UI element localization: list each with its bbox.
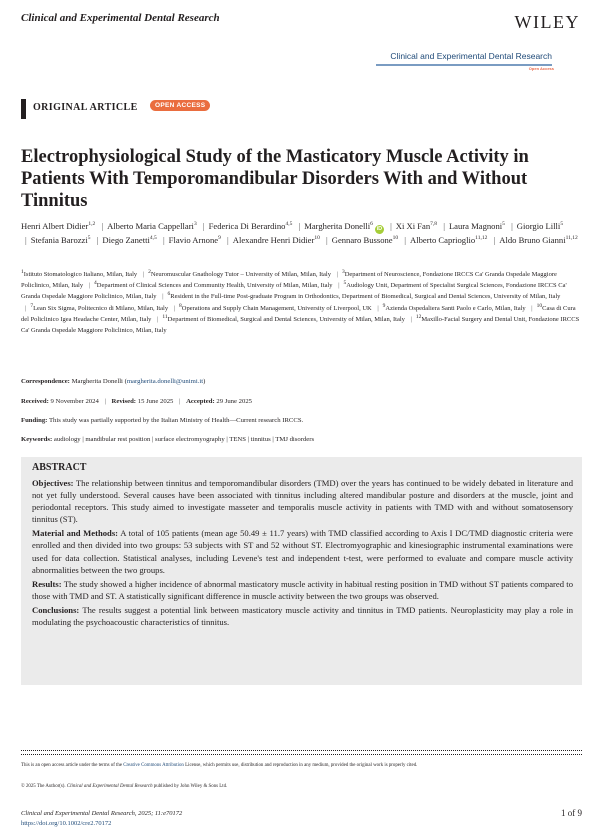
keyword: mandibular rest position [85,436,151,443]
keywords [21,436,581,443]
accepted-date: 29 June 2025 [216,398,253,405]
abstract-heading: ABSTRACT [32,462,87,473]
abstract-section-label: Conclusions: [32,604,80,615]
author-affiliation-marker: 5 [560,221,564,228]
author-name: Margherita Donelli [304,221,371,231]
keyword-list [54,436,314,443]
page-number: 1 of 9 [561,808,582,818]
author [517,221,563,231]
keyword: TENS [229,436,246,443]
author-separator: | [227,235,229,245]
author-affiliation-marker: 7,8 [430,221,438,228]
keyword: TMJ disorders [275,436,315,443]
author-affiliation-marker: 5 [502,221,505,228]
article-title: Electrophysiological Study of the Masticatory Muscle Activity in Patients With Temporomandibular Disorders With and Without Tinnitus [21,147,529,211]
affiliation-text: Department of Neuroscience, Fondazione IRCCS Ca' Granda Ospedale Maggiore Policlinico, Milan, Italy [21,271,557,290]
author-name: Gennaro Bussone [331,235,393,245]
author-name: Alberto Maria Cappellari [107,221,194,231]
affiliation [94,282,333,289]
author-name: Giorgio Lilli [516,221,561,231]
keyword: surface electromyography [155,436,225,443]
author-separator: | [298,221,301,231]
author-separator: | [202,221,205,231]
affiliation-number: 7 [30,302,34,309]
affiliation-number: 11 [162,313,168,320]
affiliation [162,313,405,323]
footer-divider-top [21,750,582,751]
author-separator: | [25,235,27,245]
copyright-journal: Clinical and Experimental Dental Research [66,784,153,789]
abstract-section [32,527,573,575]
affiliation-number: 1 [21,268,24,275]
affiliation [382,302,526,312]
author [332,235,398,245]
received-date: 9 November 2024 [50,398,99,405]
affiliation-number: 10 [536,302,543,309]
license-post: License, which permits use, distribution and reproduction in any medium, provided the original work is properly cited. [185,763,418,768]
copyright [21,784,227,789]
correspondence-email-link[interactable]: margherita.donelli@unimi.it [126,378,204,385]
abstract-section-text: The results suggest a potential link between masticatory muscle activity and tinnitus in TMD patients. Neuroplasticity may play a role in modulating the psychoacoustic characteristics of tinnitus. [32,604,574,628]
author-affiliation-marker: 11,12 [565,235,578,242]
affiliation-separator: | [157,315,159,323]
keyword-separator: | [150,436,156,443]
funding-text: This study was partially supported by the Italian Ministry of Health—Current research IRCCS. [48,417,304,424]
doi-link[interactable]: https://doi.org/10.1002/cre2.70172 [21,820,112,827]
article-type: ORIGINAL ARTICLE [33,102,138,113]
abstract-section [32,477,573,525]
abstract-section-label: Results: [32,578,62,589]
affiliation-text: Azienda Ospedaliera Santi Paolo e Carlo, Milan, Italy [385,304,526,312]
keyword-separator: | [224,436,230,443]
affiliation [21,268,138,278]
affiliation-text: Neuromuscular Gnathology Tutor – University of Milan, Milan, Italy [150,271,331,278]
author [31,235,91,245]
affiliation-text: Maxillo-Facial Surgery and Dental Unit, Fondazione IRCCS Ca' Granda Ospedale Maggiore Policlinico, Milan, Italy [21,315,580,335]
author-name: Xi Xi Fan [395,221,431,231]
affiliation-separator: | [173,304,176,312]
affiliation-separator: | [162,293,164,301]
keyword: audiology [53,436,81,443]
author-name: Laura Magnoni [448,221,503,231]
affiliation-separator: | [410,315,412,323]
author [304,221,384,231]
correspondence: Correspondence: Margherita Donelli (margherita.donelli@unimi.it) [21,378,206,385]
abstract-section-label: Material and Methods: [32,528,119,539]
author-affiliation-marker: 9 [218,235,221,242]
keyword-separator: | [245,436,251,443]
author-separator: | [162,235,165,245]
affiliation-separator: | [88,282,91,290]
affiliation-separator: | [142,271,145,278]
abstract-section-text: A total of 105 patients (mean age 50.49 ± 11.7 years) with TMD classified according to Axis I DC/TMD diagnostic criteria were enrolled and then divided into two groups: 53 subjects with ST and 52 without ST. Electromyographic and kinesiographic instrumental examinations were used for data collection. Statistical analyses, including Levene's test and independent t-test, were performed to evaluate and compare muscle activity abnormalities between the two groups. [32,528,573,575]
affiliation-separator: | [338,282,340,290]
author [169,235,221,245]
affiliation-text: Casa di Cura del Policlinico Igea Headache Center, Milan, Italy [21,304,576,323]
copyright-pre: © 2025 The Author(s). [21,784,66,789]
affiliation-text: Resident in the Full-time Post-graduate Program in Orthodontics, Department of Biomedical, Surgical and Dental Sciences, University of Milan, Italy [170,293,561,301]
affiliation-text: Lean Six Sigma, Politecnico di Milano, Milan, Italy [33,304,169,312]
author-name: Diego Zanetti [102,235,150,245]
author-name: Henri Albert Didier [21,221,89,231]
affiliation-text: Operations and Supply Chain Management, University of Liverpool, UK [181,304,372,312]
author-separator: | [404,235,406,245]
abstract-section-text: The relationship between tinnitus and temporomandibular disorders (TMD) over the years has continued to be widely debated in literature and not yet fully understood. Several causes have been associated with tinnitus including altered mandibular posture and disorders at the muscle, joint and periodontal receptors. This study aimed to investigate masseter and temporalis muscle activity in patients with TMD with and without somatosensory tinnitus (ST). [32,478,573,525]
author [410,235,487,245]
author-affiliation-marker: 10 [392,235,399,242]
journal-name: Clinical and Experimental Dental Research [21,12,220,24]
affiliation [30,302,169,312]
author-affiliation-marker: 4,5 [285,221,293,228]
affiliation-number: 8 [179,302,182,309]
affiliation-number: 2 [148,268,151,275]
author [102,235,156,245]
accepted-label: Accepted: [186,398,215,405]
author-name: Alberto Caprioglio [410,235,476,245]
affiliation-separator: | [377,304,379,312]
open-access-badge: OPEN ACCESS [150,100,210,111]
abstract-body [32,477,573,630]
author [499,235,578,245]
keyword-separator: | [80,436,86,443]
author-name: Federica Di Berardino [208,221,286,231]
copyright-post: published by John Wiley & Sons Ltd. [153,784,228,789]
correspondence-label: Correspondence: [21,378,70,385]
abstract-section [32,578,573,602]
author-separator: | [101,221,104,231]
affiliation-number: 12 [415,313,422,320]
author [449,221,505,231]
footer-citation: Clinical and Experimental Dental Research, 2025; 11:e70172 [21,810,183,817]
orcid-icon[interactable]: iD [376,226,383,232]
author-affiliation-marker: 11,12 [475,235,488,242]
author-name: Aldo Bruno Gianni [499,235,566,245]
license-text [21,760,582,771]
author-affiliation-marker: 4,5 [149,235,157,242]
affiliation-separator: | [25,304,27,312]
abstract-section-label: Objectives: [32,478,74,488]
journal-banner: Clinical and Experimental Dental Research [390,51,552,61]
affiliation-text: Istituto Stomatologico Italiano, Milan, Italy [23,271,138,278]
author [233,235,320,245]
funding-label: Funding: [21,417,48,424]
keyword: tinnitus [250,436,271,443]
correspondence-name: Margherita Donelli [71,378,123,385]
author-separator: | [390,221,392,231]
author-separator: | [443,221,445,231]
banner-open-access-label: Open Access [528,66,554,71]
author [107,221,197,231]
revised-label: Revised: [111,398,137,405]
affiliation-list [21,269,581,336]
author-separator: | [493,235,496,245]
author-separator: | [96,235,99,245]
revised-date: 15 June 2025 [137,398,174,405]
author-list [21,220,581,248]
article-dates: Received: 9 November 2024 | Revised: 15 June 2025 | Accepted: 29 June 2025 [21,398,253,405]
article-type-bar [21,99,26,119]
affiliation-text: Audiology Unit, Department of Specialist Surgical Sciences, Fondazione IRCCS Ca' Granda Ospedale Maggiore Policlinico, Milan, Italy [21,282,567,301]
keywords-label: Keywords: [21,436,53,443]
affiliation-number: 9 [382,302,386,309]
banner-divider [376,64,552,66]
author-name: Alexandre Henri Didier [232,235,315,245]
publisher-logo: WILEY [514,12,580,32]
funding [21,417,581,424]
received-label: Received: [21,398,49,405]
affiliation-number: 5 [343,280,347,287]
author [209,221,293,231]
affiliation-separator: | [336,271,338,278]
affiliation-number: 3 [341,268,345,275]
author-name: Flavio Arnone [168,235,219,245]
affiliation-text: Department of Clinical Sciences and Community Health, University of Milan, Milan, Italy [96,282,333,290]
affiliation-text: Department of Biomedical, Surgical and Dental Sciences, University of Milan, Milan, Italy [167,315,405,323]
author-affiliation-marker: 3 [193,221,197,228]
affiliation-separator: | [531,304,533,312]
author-separator: | [511,221,513,231]
affiliation [148,268,331,278]
affiliation-number: 6 [167,291,171,298]
affiliation [168,293,561,300]
affiliation [179,302,372,312]
abstract-section-text: The study showed a higher incidence of abnormal masticatory muscle activity in habitual resting position in TMD without ST patients compared to those with TMD and ST. A statistically significant difference in muscle activity between the two groups was observed. [32,578,573,601]
author [21,221,95,231]
author-affiliation-marker: 6 [370,221,373,228]
footer-divider-bottom [21,754,582,755]
author-affiliation-marker: 10 [314,235,320,242]
author [396,221,437,231]
author-separator: | [326,235,328,245]
creative-commons-link[interactable]: Creative Commons Attribution [123,763,184,768]
affiliation-number: 4 [94,280,97,287]
author-name: Stefania Barozzi [30,235,88,245]
author-affiliation-marker: 5 [87,235,91,242]
author-affiliation-marker: 1,2 [88,221,96,228]
abstract-section [32,604,573,628]
license-pre: This is an open access article under the terms of the [21,763,123,768]
keyword-separator: | [270,436,276,443]
